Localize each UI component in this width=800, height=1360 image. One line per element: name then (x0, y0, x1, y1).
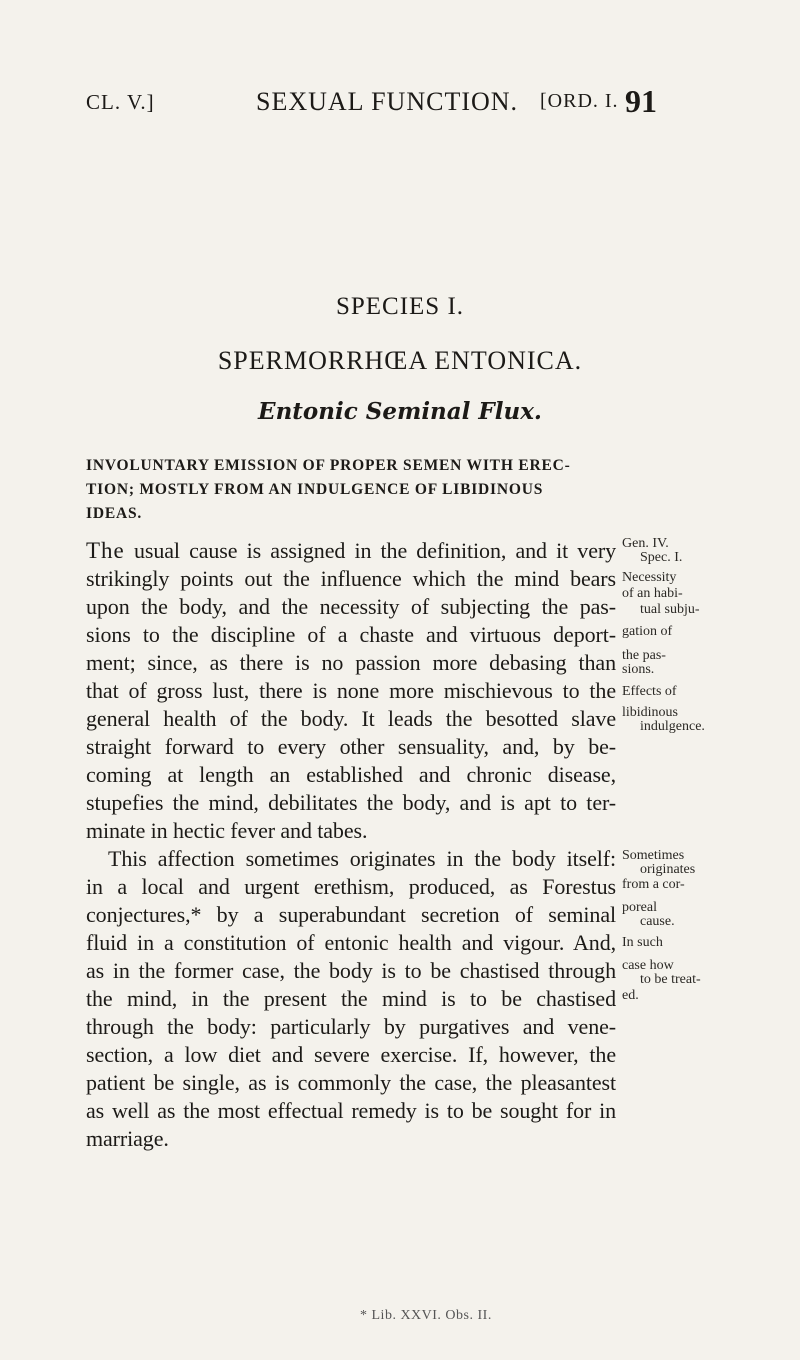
body-line: through the body: particularly by purgatives and vene- (86, 1014, 616, 1039)
margin-note-line: Effects of (622, 684, 677, 699)
body-line: conjectures,* by a superabundant secretion of seminal (86, 902, 616, 927)
first-word: The (86, 538, 125, 563)
running-title: SEXUAL FUNCTION. (256, 87, 519, 116)
margin-note-line: Necessity (622, 570, 677, 585)
definition-line: IDEAS. (86, 505, 143, 522)
margin-note-line: gation of (622, 624, 673, 639)
body-line: fluid in a constitution of entonic health and vigour. And, (86, 930, 616, 955)
margin-note-line: sions. (622, 662, 655, 677)
species-name: SPERMORRHŒA ENTONICA. (217, 346, 583, 375)
body-line: ment; since, as there is no passion more debasing than (86, 650, 616, 675)
margin-note-line: poreal (622, 900, 657, 915)
margin-note-line: In such (622, 935, 663, 950)
margin-note-species: Spec. I. (640, 550, 683, 565)
margin-note-line: from a cor- (622, 877, 685, 892)
margin-note-line: libidinous (622, 705, 679, 720)
margin-note-line: Sometimes (622, 848, 685, 863)
body-line: stupefies the mind, debilitates the body, and is apt to ter- (86, 790, 616, 815)
body-line: straight forward to every other sensuality, and, by be- (86, 734, 616, 759)
body-line: general health of the body. It leads the besotted slave (86, 706, 616, 731)
body-line: coming at length an established and chronic disease, (86, 762, 616, 787)
body-line: that of gross lust, there is none more mischievous to the (86, 678, 616, 703)
margin-note-line: case how (622, 958, 674, 973)
margin-note-line: the pas- (622, 648, 666, 663)
chapter-label: CL. V.] (86, 90, 155, 114)
order-label: [ORD. I. (540, 90, 619, 112)
margin-note-line: tual subju- (640, 602, 700, 617)
definition-line: INVOLUNTARY EMISSION OF PROPER SEMEN WITH EREC- (86, 457, 571, 474)
margin-note-line: of an habi- (622, 586, 683, 601)
footnote: * Lib. XXVI. Obs. II. (360, 1308, 492, 1323)
species-label: SPECIES I. (335, 293, 465, 320)
body-line: upon the body, and the necessity of subjecting the pas- (86, 594, 616, 619)
body-line: sions to the discipline of a chaste and virtuous deport- (86, 622, 616, 647)
definition-line: TION; MOSTLY FROM AN INDULGENCE OF LIBIDINOUS (86, 481, 544, 498)
margin-note-line: ed. (622, 988, 639, 1003)
body-line: in a local and urgent erethism, produced, as Forestus (86, 874, 616, 899)
body-line: minate in hectic fever and tabes. (86, 818, 368, 843)
margin-note-line: originates (640, 862, 696, 877)
body-line: patient be single, as is commonly the case, the pleasantest (86, 1070, 616, 1095)
body-line: strikingly points out the influence which the mind bears (86, 566, 616, 591)
blackletter-name: Entonic Seminal Flux. (258, 398, 542, 425)
margin-note-line: indulgence. (640, 719, 705, 734)
margin-note-genus: Gen. IV. (622, 536, 669, 551)
page-number: 91 (625, 83, 657, 119)
body-line: The usual cause is assigned in the definition, and it very (86, 538, 616, 563)
body-line: as in the former case, the body is to be chastised through (86, 958, 616, 983)
body-line: the mind, in the present the mind is to be chastised (86, 986, 616, 1011)
body-line: section, a low diet and severe exercise. If, however, the (86, 1042, 616, 1067)
margin-note-line: cause. (640, 914, 675, 929)
margin-note-line: to be treat- (640, 972, 701, 987)
body-line: marriage. (86, 1126, 169, 1151)
body-line: This affection sometimes originates in the body itself: (108, 846, 616, 871)
body-line: as well as the most effectual remedy is to be sought for in (86, 1098, 616, 1123)
